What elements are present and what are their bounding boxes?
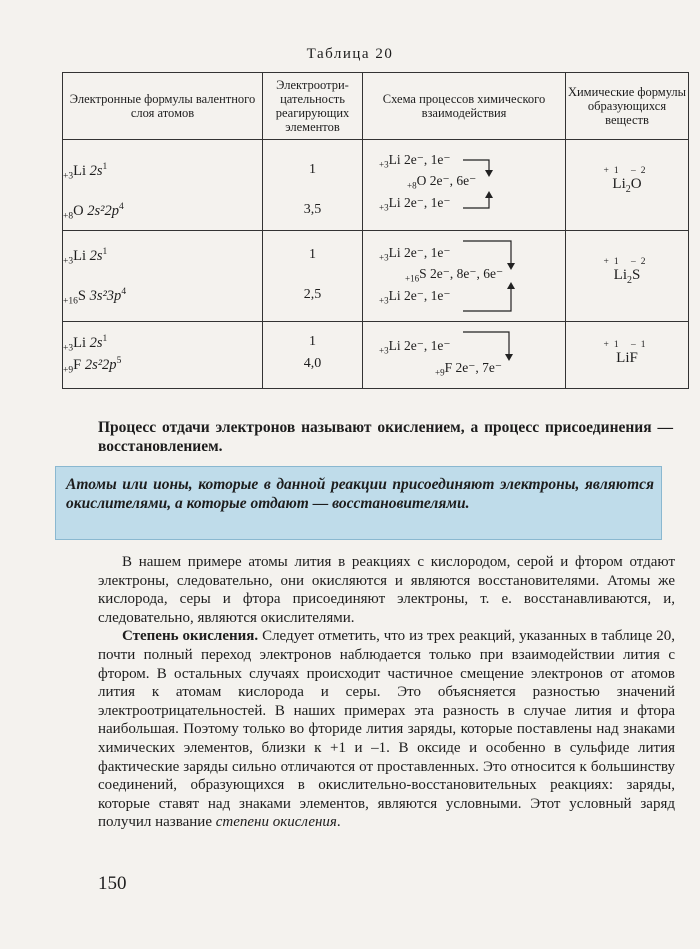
electron-transfer-arrows bbox=[363, 231, 566, 321]
atoms-cell bbox=[63, 231, 263, 322]
en-value: 1 bbox=[309, 334, 316, 349]
highlight-box bbox=[55, 466, 662, 540]
en-value: 3,5 bbox=[303, 202, 322, 217]
oxidation-states: +1 –2 bbox=[603, 257, 651, 267]
scheme-cell bbox=[363, 140, 566, 231]
electronegativity-cell bbox=[263, 140, 363, 231]
electronegativity-cell bbox=[263, 231, 363, 322]
atom-formula: $_{+16}$S $3s^23p^4$ bbox=[63, 287, 127, 307]
scheme-line: $_{+16}$S 2e⁻, 8e⁻, 6e⁻ bbox=[405, 266, 504, 284]
atom-formula: $_{+3}$Li $2s^1$ bbox=[63, 247, 108, 267]
table-header-row bbox=[63, 73, 689, 140]
page-number: 150 bbox=[98, 873, 127, 894]
scheme-cell bbox=[363, 322, 566, 389]
oxidation-states: +1 –2 bbox=[603, 166, 651, 176]
scheme-line: $_{+3}$Li 2e⁻, 1e⁻ bbox=[379, 288, 451, 306]
table-caption: Таблица 20 bbox=[306, 46, 394, 62]
header-electronegativity: Электроотри-цательность реагирующих элементов bbox=[263, 73, 363, 140]
product-cell bbox=[566, 231, 689, 322]
header-scheme: Схема процессов химического взаимодействия bbox=[363, 73, 566, 140]
definition-paragraph: Процесс отдачи электронов называют окислением, а процесс присоединения — восстановлением. bbox=[98, 419, 673, 455]
en-value: 4,0 bbox=[303, 356, 322, 371]
chemistry-table bbox=[62, 72, 689, 389]
product-cell bbox=[566, 140, 689, 231]
header-formulas: Химические формулы образующихся веществ bbox=[566, 73, 689, 140]
paragraph: В нашем примере атомы лития в реакциях с кислородом, серой и фтором отдают электроны, следовательно, они окисляются и являются восстановителями. Атомы же кислорода, серы и фтора присоединяют электроны, т. е. восстанавливаются, и, следовательно, являются окислителями. bbox=[98, 554, 675, 626]
table-row bbox=[63, 322, 689, 389]
product-formula: +1 –2 $Li_2S$ bbox=[566, 257, 688, 286]
scheme-line: $_{+3}$Li 2e⁻, 1e⁻ bbox=[379, 195, 451, 213]
term: степени окисления bbox=[215, 814, 337, 831]
electron-transfer-arrows bbox=[363, 322, 566, 388]
en-value: 2,5 bbox=[303, 287, 322, 302]
header-electron-formulas: Электронные формулы валентного слоя атомов bbox=[63, 73, 263, 140]
product-cell bbox=[566, 322, 689, 389]
atoms-cell bbox=[63, 140, 263, 231]
scheme-line: $_{+3}$Li 2e⁻, 1e⁻ bbox=[379, 152, 451, 170]
paragraph: Степень окисления. Следует отметить, что из трех реакций, указанных в таблице 20, почти полный переход электронов наблюдается только при взаимодействии лития с фтором. В остальных случаях происходит частичное смещение электронов от атомов лития к атомам кислорода и серы. Это объясняется разностью значений электроотрицательностей. В наших примерах эта разность в случае лития и фтора наибольшая. Поэтому только во фториде лития заряды, которые поставлены над знаками химических элементов, близки к +1 и –1. В оксиде и особенно в сульфиде лития фактические заряды сильно отличаются от проставленных. Это относится к большинству соединений, образующихся в окислительно-восстановительных реакциях: заряды, которые ставят над знаками элементов, являются условными. Этот условный заряд получил название степени окисления. bbox=[98, 628, 676, 831]
atom-formula: $_{+3}$Li $2s^1$ bbox=[63, 334, 108, 354]
scheme-cell bbox=[363, 231, 566, 322]
product-formula: +1 –2 $Li_2O$ bbox=[566, 166, 688, 195]
table-row bbox=[63, 231, 689, 322]
atom-formula: $_{+3}$Li $2s^1$ bbox=[63, 162, 108, 182]
electron-transfer-arrows bbox=[363, 140, 566, 230]
paragraph-heading: Степень окисления. bbox=[122, 628, 259, 645]
scheme-line: $_{+9}$F 2e⁻, 7e⁻ bbox=[435, 360, 502, 378]
scheme-line: $_{+8}$O 2e⁻, 6e⁻ bbox=[407, 173, 477, 191]
highlight-text: Атомы или ионы, которые в данной реакции присоединяют электроны, являются окислителями, а которые отдают — восстановителями. bbox=[66, 476, 654, 512]
en-value: 1 bbox=[309, 162, 316, 177]
scheme-line: $_{+3}$Li 2e⁻, 1e⁻ bbox=[379, 338, 451, 356]
table-row bbox=[63, 140, 689, 231]
electronegativity-cell bbox=[263, 322, 363, 389]
product-formula: +1 –1 LiF bbox=[566, 340, 688, 369]
body-text bbox=[98, 553, 675, 832]
atoms-cell bbox=[63, 322, 263, 389]
en-value: 1 bbox=[309, 247, 316, 262]
oxidation-states: +1 –1 bbox=[603, 340, 651, 350]
atom-formula: $_{+8}$O $2s^22p^4$ bbox=[63, 202, 124, 222]
atom-formula: $_{+9}$F $2s^22p^5$ bbox=[63, 356, 122, 376]
scheme-line: $_{+3}$Li 2e⁻, 1e⁻ bbox=[379, 245, 451, 263]
